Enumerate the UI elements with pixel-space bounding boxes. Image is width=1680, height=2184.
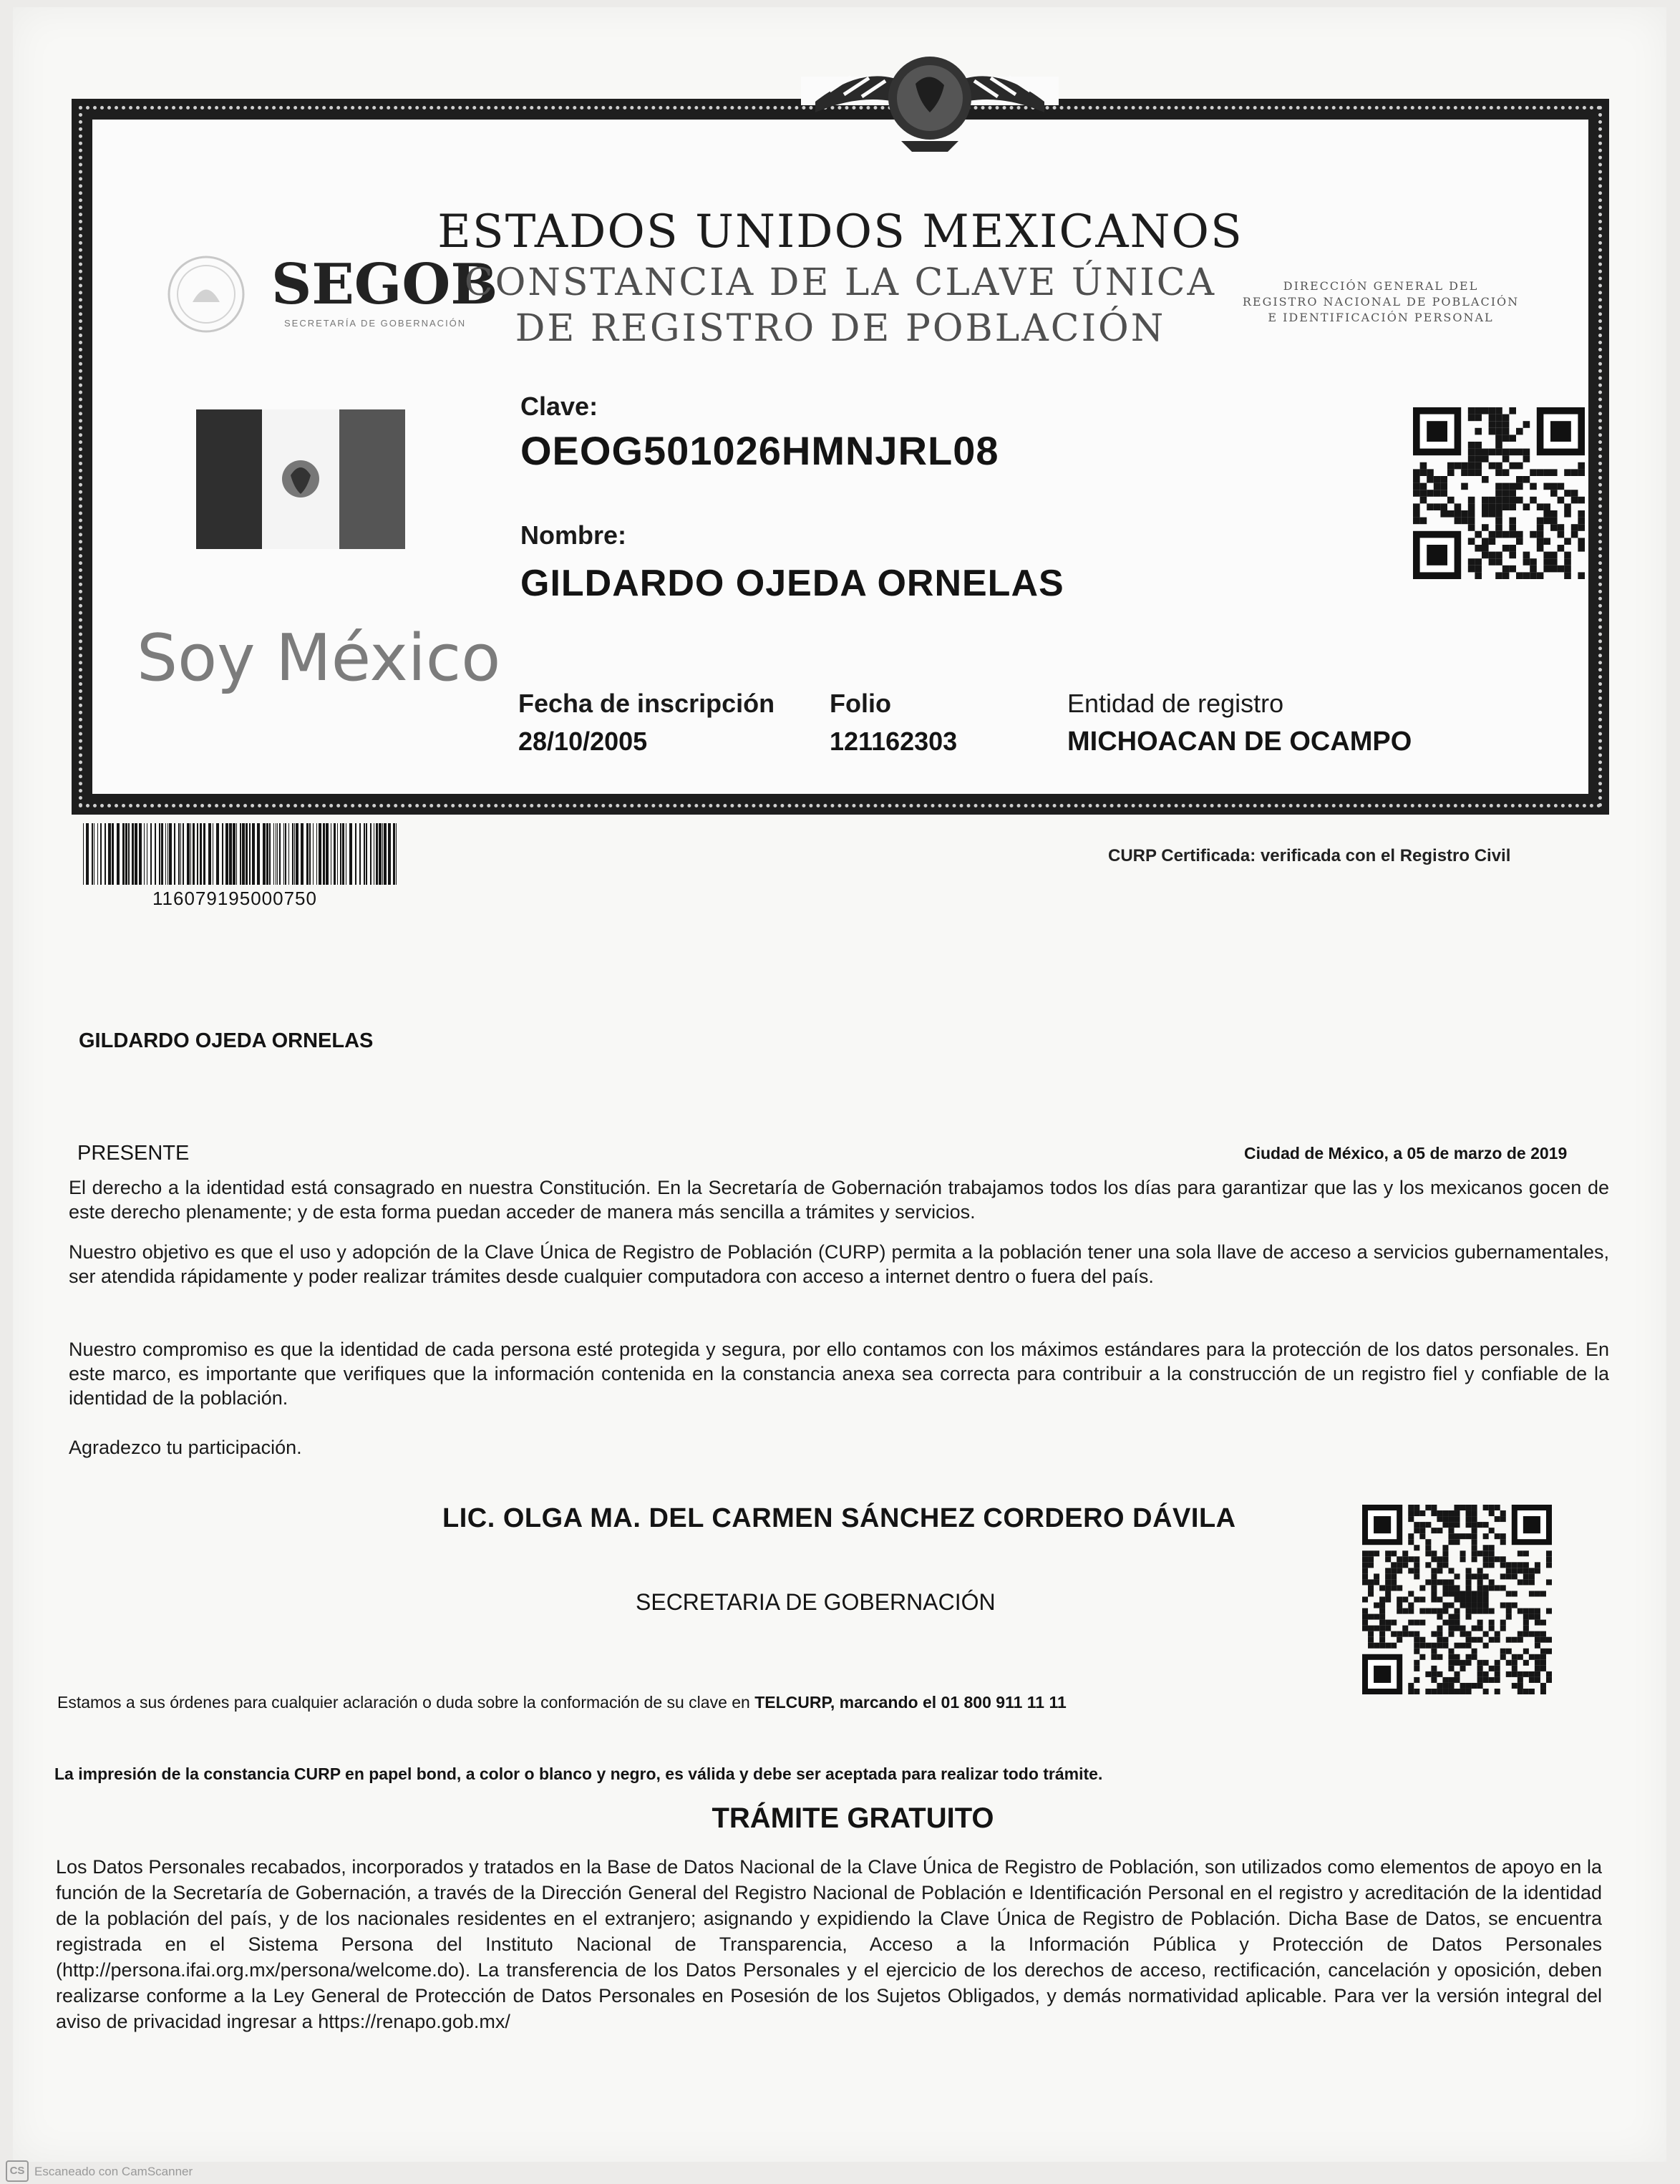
telcurp-note <box>57 1693 1067 1712</box>
entidad-registro-label: Entidad de registro <box>1067 689 1284 718</box>
signer-name: LIC. OLGA MA. DEL CARMEN SÁNCHEZ CORDERO DÁVILA <box>442 1503 1236 1533</box>
fecha-inscripcion-value: 28/10/2005 <box>518 727 648 756</box>
folio-label: Folio <box>830 689 891 718</box>
nombre-value: GILDARDO OJEDA ORNELAS <box>520 563 1064 604</box>
eagle-crest-icon <box>801 34 1059 155</box>
letter-paragraph-2: Nuestro objetivo es que el uso y adopción de la Clave Única de Registro de Población (CURP) permita a la población tener una sola llave de acceso a servicios gubernamentales, ser atendida rápidamente y poder realizar trámites desde cualquier computadora con acceso a internet dentro o fuera del país. <box>69 1241 1609 1287</box>
segob-wordmark: SEGOB <box>271 252 498 317</box>
fecha-inscripcion-label: Fecha de inscripción <box>518 689 775 718</box>
certificate-body <box>89 116 1592 797</box>
qr-code-icon <box>1362 1505 1552 1694</box>
clave-value: OEOG501026HMNJRL08 <box>520 428 999 473</box>
clave-label: Clave: <box>520 392 598 421</box>
impresion-note: La impresión de la constancia CURP en papel bond, a color o blanco y negro, es válida y debe ser aceptada para realizar todo trámite. <box>54 1765 1103 1783</box>
flag-icon <box>196 409 405 549</box>
letter-addressee: GILDARDO OJEDA ORNELAS <box>79 1029 374 1052</box>
qr-code-icon <box>1413 407 1585 579</box>
tramite-gratuito: TRÁMITE GRATUITO <box>712 1802 994 1834</box>
dgrnp-caption <box>1209 278 1553 326</box>
letter-presente: PRESENTE <box>77 1142 190 1165</box>
folio-value: 121162303 <box>830 727 958 756</box>
barcode-icon <box>83 823 398 885</box>
certified-note: CURP Certificada: verificada con el Registro Civil <box>1108 846 1511 865</box>
dgrnp-line-2: REGISTRO NACIONAL DE POBLACIÓN <box>1242 295 1520 309</box>
entidad-registro-value: MICHOACAN DE OCAMPO <box>1067 727 1412 757</box>
dgrnp-line-3: E IDENTIFICACIÓN PERSONAL <box>1268 311 1494 324</box>
camscanner-text: Escaneado con CamScanner <box>34 2165 193 2178</box>
camscanner-badge: CS <box>6 2160 29 2182</box>
document-page <box>13 7 1666 2162</box>
letter-paragraph-3: Nuestro compromiso es que la identidad de cada persona esté protegida y segura, por ello contamos con los máximos estándares para la protección de los datos personales. En este marco, es importante que verifiques que la información contenida en la constancia anexa sea correcta para contribuir a la construcción de un registro fiel y confiable de la identidad de la población. <box>69 1339 1609 1409</box>
barcode-number: 116079195000750 <box>152 888 317 909</box>
telcurp-prefix: Estamos a sus órdenes para cualquier aclaración o duda sobre la conformación de su clave en <box>57 1693 755 1712</box>
privacy-notice: Los Datos Personales recabados, incorporados y tratados en la Base de Datos Nacional de la Clave Única de Registro de Población, son utilizados como elementos de apoyo en la función de la Secretaría de Gobernación, a través de la Dirección General del Registro Nacional de Población e Identificación Personal en el registro y acreditación de la identidad de la población del país, y de los nacionales residentes en el extranjero; asignando y expidiendo la Clave Única de Registro de Población. Dicha Base de Datos, se encuentra registrada en el Sistema Persona del Instituto Nacional de Transparencia, Acceso a la Información Pública y Protección de Datos Personales (http://persona.ifai.org.mx/persona/welcome.do). La transferencia de los Datos Personales y el ejercicio de los derechos de acceso, rectificación, cancelación y oposición, deben realizarse conforme a la Ley General de Protección de Datos Personales en Posesión de los Sujetos Obligados, y demás normatividad aplicable. Para ver la versión integral del aviso de privacidad ingresar a https://renapo.gob.mx/ <box>56 1856 1602 2032</box>
segob-subtitle: SECRETARÍA DE GOBERNACIÓN <box>284 318 467 329</box>
title-constancia: CONSTANCIA DE LA CLAVE ÚNICA <box>464 261 1217 304</box>
letter-paragraph-1: El derecho a la identidad está consagrado en nuestra Constitución. En la Secretaría de Gobernación trabajamos todos los días para garantizar que las y los mexicanos gocen de este derecho plenamente; y de esta forma puedan acceder de manera más sencilla a trámites y servicios. <box>69 1177 1609 1223</box>
letter-paragraph-4: Agradezco tu participación. <box>69 1437 302 1458</box>
title-country: ESTADOS UNIDOS MEXICANOS <box>437 205 1243 258</box>
signer-title: SECRETARIA DE GOBERNACIÓN <box>636 1589 996 1615</box>
dgrnp-line-1: DIRECCIÓN GENERAL DEL <box>1283 279 1479 293</box>
letter-date: Ciudad de México, a 05 de marzo de 2019 <box>1244 1144 1568 1163</box>
soy-mexico-slogan: Soy México <box>137 621 501 696</box>
telcurp-phone: TELCURP, marcando el 01 800 911 11 11 <box>754 1693 1067 1712</box>
nombre-label: Nombre: <box>520 520 627 550</box>
curp-certificate <box>72 99 1609 815</box>
title-registro: DE REGISTRO DE POBLACIÓN <box>515 307 1166 350</box>
